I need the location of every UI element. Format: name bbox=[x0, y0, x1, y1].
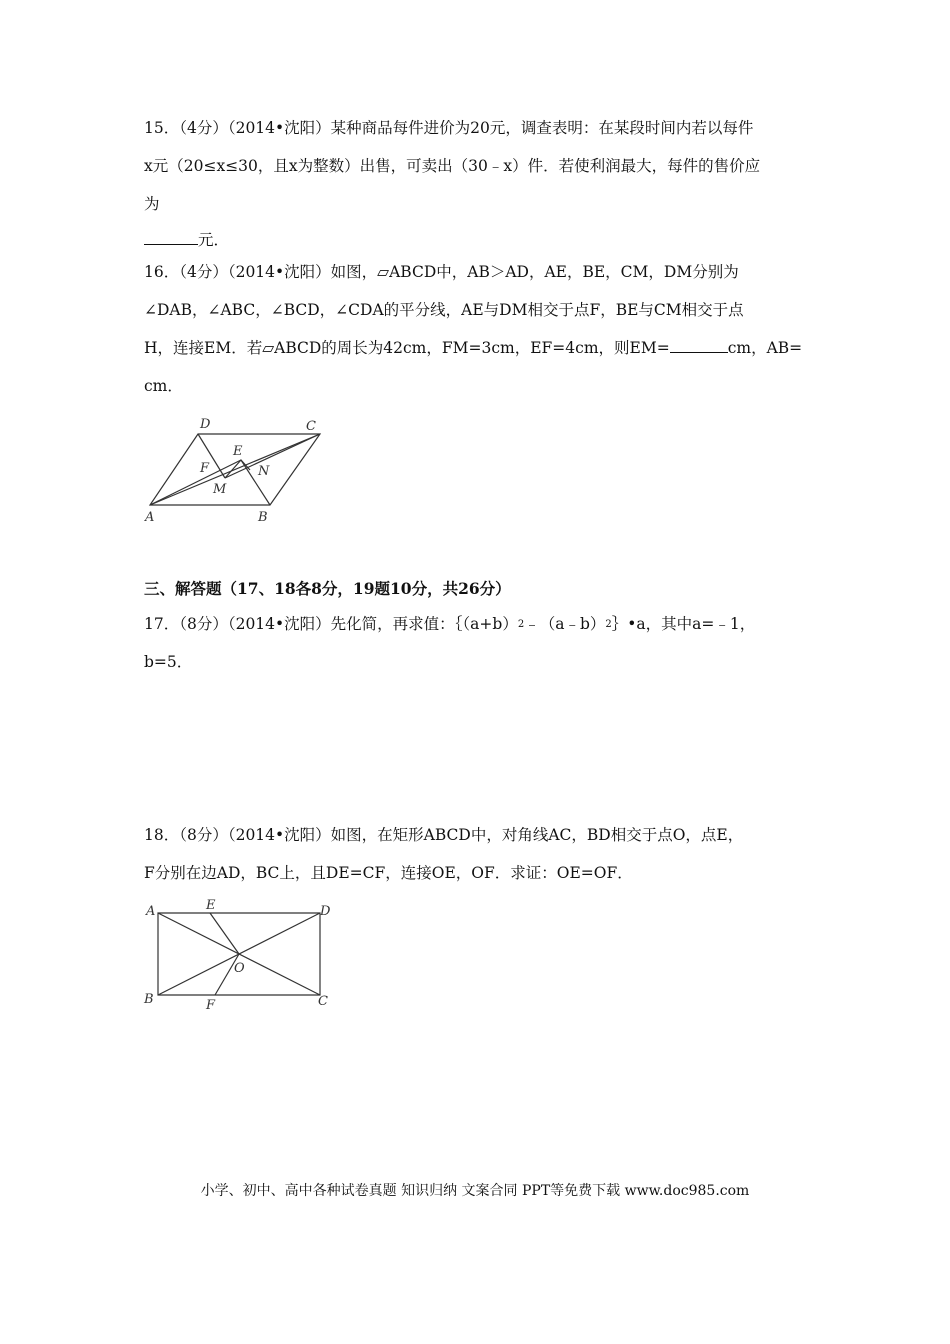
label-e: E bbox=[206, 898, 216, 913]
q16-blank-em bbox=[670, 338, 728, 353]
label-a: A bbox=[145, 510, 155, 525]
q16-parallelogram-figure bbox=[140, 410, 340, 530]
label-o: O bbox=[234, 961, 245, 976]
q17-text-c: ｝•a，其中a=﹣1， bbox=[611, 615, 756, 633]
segment-ae bbox=[150, 460, 241, 505]
label-n: N bbox=[258, 464, 270, 479]
q16-line-3-text-b: cm，AB= bbox=[727, 339, 803, 357]
q16-line-3-text: H，连接EM．若▱ABCD的周长为42cm，FM=3cm，EF=4cm，则EM= bbox=[144, 339, 670, 357]
label-f: F bbox=[200, 461, 210, 476]
label-b: B bbox=[258, 510, 268, 525]
label-b: B bbox=[144, 992, 154, 1007]
q17-line-2: b=5． bbox=[144, 653, 193, 671]
segment-oe bbox=[210, 913, 239, 954]
q17-sup-1: 2 bbox=[517, 619, 525, 630]
section-3-heading: 三、解答题（17、18各8分，19题10分，共26分） bbox=[144, 579, 511, 598]
q15-line-2: x元（20≤x≤30，且x为整数）出售，可卖出（30﹣x）件．若使利润最大，每件的售价应 bbox=[144, 157, 761, 175]
q15-answer-suffix: 元． bbox=[198, 231, 230, 249]
q16-line-2: ∠DAB，∠ABC，∠BCD，∠CDA的平分线，AE与DM相交于点F，BE与CM相交于点 bbox=[144, 301, 744, 319]
label-e: E bbox=[233, 444, 243, 459]
footer-text: 小学、初中、高中各种试卷真题 知识归纳 文案合同 PPT等免费下载 www.doc985.com bbox=[200, 1183, 750, 1199]
label-d: D bbox=[320, 904, 331, 919]
q17-line-1 bbox=[144, 614, 755, 637]
q15-line-3: 为 bbox=[144, 195, 160, 213]
label-c: C bbox=[318, 994, 328, 1009]
q18-line-2: F分别在边AD，BC上，且DE=CF，连接OE，OF．求证：OE=OF． bbox=[144, 864, 633, 882]
label-a: A bbox=[146, 904, 156, 919]
q16-line-1: 16．（4分）（2014•沈阳）如图，▱ABCD中，AB＞AD，AE，BE，CM，DM分别为 bbox=[144, 263, 739, 281]
q15-line-1: 15．（4分）（2014•沈阳）某种商品每件进价为20元，调查表明：在某段时间内若以每件 bbox=[144, 119, 754, 137]
label-f: F bbox=[206, 998, 216, 1013]
q15-answer-blank bbox=[144, 230, 198, 245]
q16-line-4: cm． bbox=[144, 377, 183, 395]
q17-sup-2: 2 bbox=[605, 619, 612, 630]
q16-line-3 bbox=[144, 338, 802, 358]
q15-answer-line bbox=[144, 230, 229, 250]
q18-rectangle-figure bbox=[140, 895, 340, 1015]
label-d: D bbox=[200, 417, 211, 432]
label-c: C bbox=[306, 419, 316, 434]
label-m: M bbox=[213, 482, 227, 497]
q18-line-1: 18．（8分）（2014•沈阳）如图，在矩形ABCD中，对角线AC，BD相交于点O，点E， bbox=[144, 826, 744, 844]
q17-text-a: 17．（8分）（2014•沈阳）先化简，再求值：｛（a+b） bbox=[144, 615, 518, 633]
q17-text-b: ﹣（a﹣b） bbox=[524, 615, 606, 633]
